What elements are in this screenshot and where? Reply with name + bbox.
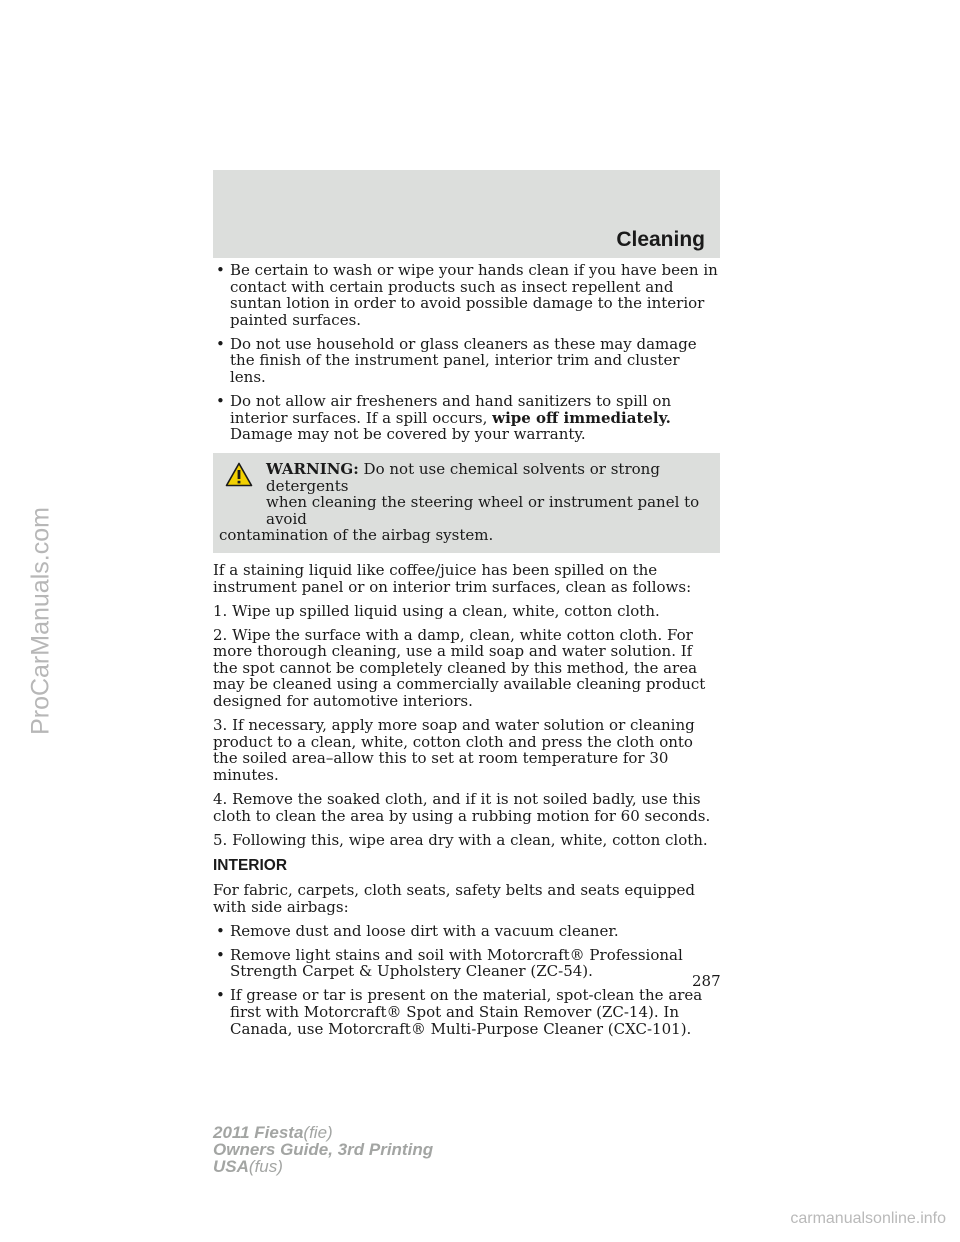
bullet-dot: • <box>216 986 225 1005</box>
site-watermark: carmanualsonline.info <box>790 1210 946 1227</box>
bullet-dot: • <box>216 945 225 964</box>
bullet-dot: • <box>216 921 225 940</box>
bullet-text: Be certain to wash or wipe your hands clean if you have been in contact with certain products such as insect repellent and suntan lotion in order to avoid possible damage to the interior painted surfaces. <box>230 261 718 329</box>
interior-heading: INTERIOR <box>213 857 288 875</box>
warning-box <box>213 453 720 553</box>
section-header-band <box>213 170 720 258</box>
step-paragraph: 4. Remove the soaked cloth, and if it is not soiled badly, use this cloth to clean the area by using a rubbing motion for 60 seconds. <box>213 790 711 825</box>
page-content <box>213 262 720 1045</box>
footer-model-code: (fie) <box>303 1123 333 1142</box>
bullet-item <box>213 262 720 328</box>
warning-text: Do not use chemical solvents or strong detergents <box>266 459 660 495</box>
bullet-text-after: Damage may not be covered by your warranty. <box>230 425 586 444</box>
bullet-text: Do not allow air fresheners and hand sanitizers to spill on interior surfaces. If a spill occurs, <box>230 392 672 427</box>
bullet-emphasis: wipe off immediately. <box>492 408 671 427</box>
bullet-dot: • <box>216 261 225 279</box>
warning-triangle-icon <box>225 462 253 487</box>
warning-line: when cleaning the steering wheel or instrument panel to avoid <box>266 493 700 528</box>
warning-label: WARNING: <box>266 459 359 478</box>
step-paragraph: 5. Following this, wipe area dry with a clean, white, cotton cloth. <box>213 830 708 849</box>
side-watermark: ProCarManuals.com <box>26 507 55 735</box>
intro-paragraph: If a staining liquid like coffee/juice has been spilled on the instrument panel or on interior trim surfaces, clean as follows: <box>213 560 692 596</box>
footer-model: 2011 Fiesta <box>213 1123 304 1142</box>
bullet-text: If grease or tar is present on the material, spot-clean the area first with Motorcraft® Spot and Stain Remover (ZC-14). In Canada, use Motorcraft® Multi-Purpose Cleaner (CXC-101). <box>230 986 703 1038</box>
warning-line <box>219 461 714 494</box>
footer-guide: Owners Guide, 3rd Printing <box>213 1140 434 1159</box>
footer-market: USA <box>213 1157 249 1176</box>
bullet-text: Remove light stains and soil with Motorcraft® Professional Strength Carpet & Upholstery Cleaner (ZC-54). <box>230 945 683 981</box>
footer-market-code: (fus) <box>248 1157 283 1176</box>
bullet-item <box>213 336 720 386</box>
bullet-dot: • <box>216 392 225 411</box>
bullet-dot: • <box>216 334 225 353</box>
bullet-item <box>213 987 720 1037</box>
document-footer <box>213 1124 433 1175</box>
bullet-item <box>213 923 720 940</box>
section-title: Cleaning <box>616 228 705 251</box>
warning-line: contamination of the airbag system. <box>219 526 494 545</box>
interior-intro: For fabric, carpets, cloth seats, safety belts and seats equipped with side airbags: <box>213 880 695 916</box>
bullet-text: Do not use household or glass cleaners as these may damage the finish of the instrument panel, interior trim and cluster lens. <box>230 334 697 387</box>
step-paragraph: 2. Wipe the surface with a damp, clean, white cotton cloth. For more thorough cleaning, use a mild soap and water solution. If the spot cannot be completely cleaned by this method, the area may be cleaned using a commercially available cleaning product designed for automotive interiors. <box>213 625 706 711</box>
step-paragraph: 3. If necessary, apply more soap and water solution or cleaning product to a clean, white, cotton cloth and press the cloth onto the soiled area–allow this to set at room temperature for 30 minutes. <box>213 716 695 784</box>
bullet-item <box>213 393 720 443</box>
step-paragraph: 1. Wipe up spilled liquid using a clean, white, cotton cloth. <box>213 601 660 620</box>
bullet-item <box>213 947 720 980</box>
page-number: 287 <box>692 972 721 990</box>
bullet-text: Remove dust and loose dirt with a vacuum cleaner. <box>230 921 619 940</box>
